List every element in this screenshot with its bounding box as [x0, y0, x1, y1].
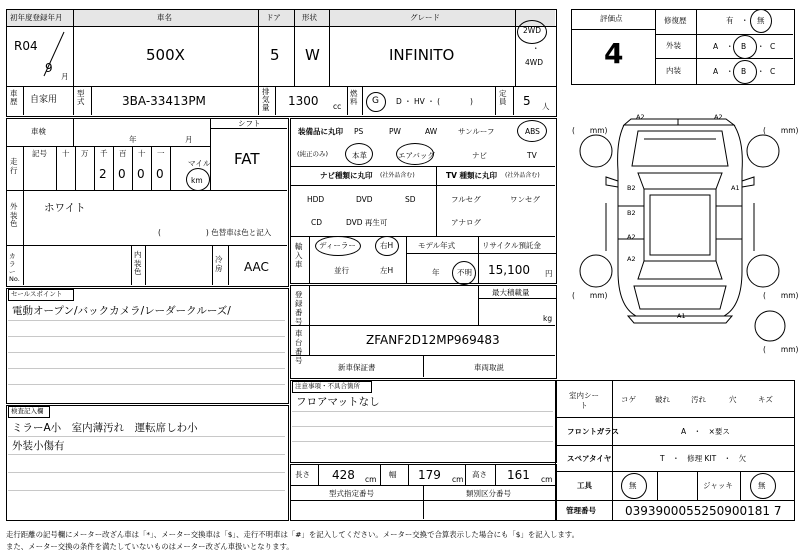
- score-label: 評価点: [600, 14, 623, 23]
- navi-cd: CD: [311, 218, 323, 227]
- fuel-circle: [366, 92, 386, 112]
- navi-hdd: HDD: [307, 195, 325, 204]
- sales-text: 電動オープン/バックカメラ/レーダークルーズ/: [12, 305, 231, 317]
- exterior-color-label: 外装色: [10, 202, 18, 229]
- damage-a2-left-rear: A2: [627, 233, 636, 241]
- seat-label: 室内シート: [569, 391, 599, 411]
- width-unit: cm: [452, 475, 464, 484]
- equip-abs-circle: [517, 120, 547, 142]
- interior-grade-a: A: [713, 67, 719, 76]
- inspector-line1: ミラーA小 室内薄汚れ 運転席しわ小: [12, 422, 198, 434]
- sales-label: セールスポイント: [11, 290, 63, 298]
- tire-mm-rear-right: ( mm): [763, 291, 799, 300]
- warranty-label: 新車保証書: [338, 363, 376, 372]
- manual-label: 車両取説: [474, 363, 504, 372]
- equip-tv: TV: [527, 151, 537, 160]
- reg-year-label: 初年度登録年月: [10, 13, 63, 22]
- seat-burn: コゲ: [621, 395, 636, 404]
- equip-airbag: エアバッグ: [398, 151, 435, 160]
- mileage-label: 走行: [10, 157, 18, 175]
- km-unit: km: [191, 176, 203, 185]
- damage-a1-right: A1: [731, 184, 740, 192]
- equipment-label: 装備品に丸印: [298, 127, 343, 136]
- shaken-label: 車検: [31, 127, 46, 136]
- model-year-unknown: 不明: [457, 268, 472, 277]
- navi-label: ナビ種類に丸印: [320, 171, 373, 180]
- fuel-label: 燃料: [350, 89, 358, 107]
- exterior-grade-c: C: [770, 42, 776, 51]
- seat-scratch: キズ: [758, 395, 773, 404]
- spare-value: T ・ 修理 KIT ・ 欠: [660, 454, 747, 463]
- repair-value: 無: [757, 16, 765, 25]
- car-name: 500X: [146, 46, 185, 64]
- interior-grade-c: C: [770, 67, 776, 76]
- door-label: ドア: [266, 13, 281, 22]
- model-label: 型式: [77, 89, 85, 107]
- tv-sub: (社外品含む): [505, 172, 540, 179]
- import-rhd: 右H: [380, 241, 394, 250]
- displacement: 1300: [288, 94, 319, 108]
- interior-color-label: 内装色: [134, 250, 142, 277]
- import-dealer: ディーラー: [319, 241, 356, 250]
- fuel-selected: G: [372, 96, 379, 106]
- tire-mm-spare: ( mm): [763, 345, 799, 354]
- interior-grade-b: B: [741, 67, 747, 76]
- equip-abs: ABS: [525, 127, 540, 136]
- tv-oneseg: ワンセグ: [510, 195, 540, 204]
- jack-value: 無: [758, 481, 766, 490]
- navi-dvd-playback: DVD 再生可: [346, 218, 388, 227]
- usage: 自家用: [30, 95, 58, 105]
- mileage-digit-4: 0: [156, 167, 164, 181]
- damage-a2-left-rear-2: A2: [627, 255, 636, 263]
- tire-mm-rear-left: ( mm): [572, 291, 608, 300]
- exterior-dot-2: ・: [757, 42, 765, 51]
- interior-dot-2: ・: [757, 67, 765, 76]
- jack-circle: [750, 473, 776, 499]
- tv-fullseg: フルセグ: [451, 195, 481, 204]
- header-shade: [7, 10, 555, 26]
- height-unit: cm: [541, 475, 553, 484]
- exterior-grade-label: 外装: [666, 41, 681, 50]
- model-year-label: モデル年式: [418, 241, 456, 250]
- import-label: 輸入車: [295, 242, 303, 269]
- mileage-header-1: 十: [62, 149, 70, 158]
- model: 3BA-33413PM: [122, 94, 206, 108]
- navi-dvd: DVD: [356, 195, 373, 204]
- tools-circle: [621, 473, 647, 499]
- car-diagram-drawing: [566, 111, 794, 367]
- drive-dot: ・: [532, 44, 540, 53]
- damage-a2-front-right: A2: [714, 113, 723, 121]
- shift-label: シフト: [238, 119, 261, 128]
- drive-2wd: 2WD: [523, 26, 541, 35]
- grade: INFINITO: [389, 46, 455, 64]
- displacement-label: 排気量: [262, 87, 270, 112]
- shift: FAT: [234, 150, 260, 168]
- reg-year: R04: [14, 39, 38, 53]
- inspector-line2: 外装小傷有: [12, 440, 65, 452]
- capacity: 5: [523, 94, 531, 108]
- mileage-header-symbol: 記号: [32, 149, 47, 158]
- tools-label: 工具: [577, 481, 592, 490]
- recycle-yen: 円: [545, 269, 553, 278]
- mileage-digit-1: 2: [99, 167, 107, 181]
- footer-line1: 走行距離の記号欄にメーター改ざん車は「*」、メーター交換車は「$」、走行不明車は「#」を記入してください。メーター交換で合算表示した場合にも「$」を記入します。: [6, 530, 579, 539]
- mgmt-number: 0393900055250900181 7: [625, 504, 782, 518]
- ac-value: AAC: [244, 260, 269, 274]
- drive-4wd: 4WD: [525, 58, 543, 67]
- reg-number-label: 登録番号: [295, 290, 303, 326]
- equip-aw: AW: [425, 127, 438, 136]
- exterior-color: ホワイト: [44, 202, 86, 214]
- km-circle: [186, 168, 210, 191]
- doors: 5: [270, 46, 280, 64]
- cc-unit: cc: [333, 102, 342, 111]
- seat-dirt: 汚れ: [691, 395, 706, 404]
- inspector-label: 検査記入欄: [11, 407, 44, 415]
- mileage-header-3: 千: [100, 149, 108, 158]
- height-label: 高さ: [472, 470, 487, 479]
- exterior-grade-circle: [733, 35, 757, 59]
- model-year-unknown-circle: [452, 261, 476, 285]
- recycle-label: リサイクル預託金: [482, 241, 541, 250]
- interior-grade-label: 内装: [666, 66, 681, 75]
- score-value: 4: [604, 37, 624, 70]
- damage-b2-left: B2: [627, 184, 636, 192]
- fuel-options: D ・ HV ・ ( ): [396, 97, 473, 106]
- glass-value: A ・ ×要ス: [681, 427, 730, 436]
- length-label: 長さ: [295, 470, 310, 479]
- chassis-number: ZFANF2D12MP969483: [366, 333, 500, 347]
- type-cert-label: 型式指定番号: [329, 489, 374, 498]
- recycle-value: 15,100: [488, 263, 530, 277]
- repair-circle: [750, 9, 772, 33]
- equip-leather-circle: [345, 143, 373, 165]
- equip-pw: PW: [389, 127, 401, 136]
- repair-label: 修復歴: [664, 16, 687, 25]
- category-label: 類別区分番号: [466, 489, 511, 498]
- max-load-label: 最大積載量: [492, 288, 530, 297]
- equip-airbag-circle: [396, 143, 434, 165]
- equip-navi: ナビ: [472, 151, 487, 160]
- interior-grade-circle: [733, 60, 757, 84]
- import-lhd: 左H: [380, 266, 394, 275]
- damage-a1-rear: A1: [677, 312, 686, 320]
- tools-value: 無: [629, 481, 637, 490]
- shaken-month-unit: 月: [185, 135, 193, 144]
- spare-label: スペアタイヤ: [567, 454, 612, 463]
- grade-label: グレード: [410, 13, 440, 22]
- exterior-grade-b: B: [741, 42, 747, 51]
- reg-month-unit: 月: [61, 72, 69, 81]
- chassis-label: 車台番号: [295, 329, 303, 365]
- color-change-note: ( ) 色替車は色と記入: [158, 228, 272, 237]
- navi-sub: (社外品含む): [380, 172, 415, 179]
- damage-a2-front-left: A2: [636, 113, 645, 121]
- drive-2wd-circle: [517, 20, 547, 44]
- jack-label: ジャッキ: [703, 481, 733, 490]
- mileage-header-5: 十: [138, 149, 146, 158]
- tire-mm-front-right: ( mm): [763, 126, 799, 135]
- import-rhd-circle: [375, 236, 399, 256]
- tire-mm-front-left: ( mm): [572, 126, 608, 135]
- persons-unit: 人: [542, 102, 550, 111]
- equip-ps: PS: [354, 127, 364, 136]
- mileage-header-4: 百: [119, 149, 127, 158]
- ac-label: 冷房: [215, 255, 223, 273]
- exterior-grade-a: A: [713, 42, 719, 51]
- mileage-header-mile: マイル: [188, 159, 211, 168]
- exterior-dot-1: ・: [726, 42, 734, 51]
- seat-tear: 破れ: [655, 395, 670, 404]
- mileage-header-2: 万: [81, 149, 89, 158]
- car-name-label: 車名: [157, 13, 172, 22]
- length-value: 428: [332, 468, 355, 482]
- mileage-header-6: 一: [157, 149, 165, 158]
- damage-b2-left-2: B2: [627, 209, 636, 217]
- mileage-digit-3: 0: [137, 167, 145, 181]
- width-label: 幅: [389, 470, 397, 479]
- shape: W: [305, 46, 320, 64]
- glass-label: フロントガラス: [567, 427, 620, 436]
- model-year-unit: 年: [432, 268, 440, 277]
- equipment-sub: (純正のみ): [297, 150, 329, 158]
- equip-sunroof: サンルーフ: [458, 127, 495, 136]
- tv-label: TV 種類に丸印: [446, 171, 498, 180]
- interior-dot-1: ・: [726, 67, 734, 76]
- import-dealer-circle: [315, 236, 361, 256]
- import-parallel: 並行: [334, 266, 349, 275]
- max-load-unit: kg: [543, 314, 553, 323]
- reg-month: 9: [45, 61, 53, 75]
- navi-sd: SD: [405, 195, 416, 204]
- height-value: 161: [507, 468, 530, 482]
- notes-label: 注意事項・不具合箇所: [295, 382, 360, 390]
- mileage-digit-2: 0: [118, 167, 126, 181]
- capacity-label: 定員: [499, 89, 507, 107]
- seat-hole: 穴: [729, 395, 737, 404]
- usage-label: 車歴: [10, 89, 18, 107]
- repair-options: 有 ・: [726, 16, 749, 25]
- notes-text: フロアマットなし: [296, 396, 380, 408]
- shaken-year-unit: 年: [129, 135, 137, 144]
- mgmt-label: 管理番号: [566, 506, 596, 515]
- width-value: 179: [418, 468, 441, 482]
- shape-label: 形状: [302, 13, 317, 22]
- length-unit: cm: [365, 475, 377, 484]
- color-no-label: カラーNo.: [9, 252, 20, 284]
- equip-leather: 本革: [352, 151, 367, 160]
- tv-analog: アナログ: [451, 218, 481, 227]
- footer-line2: また、メーター交換の条件を満たしていないものはメーター改ざん車扱いとなります。: [6, 542, 294, 551]
